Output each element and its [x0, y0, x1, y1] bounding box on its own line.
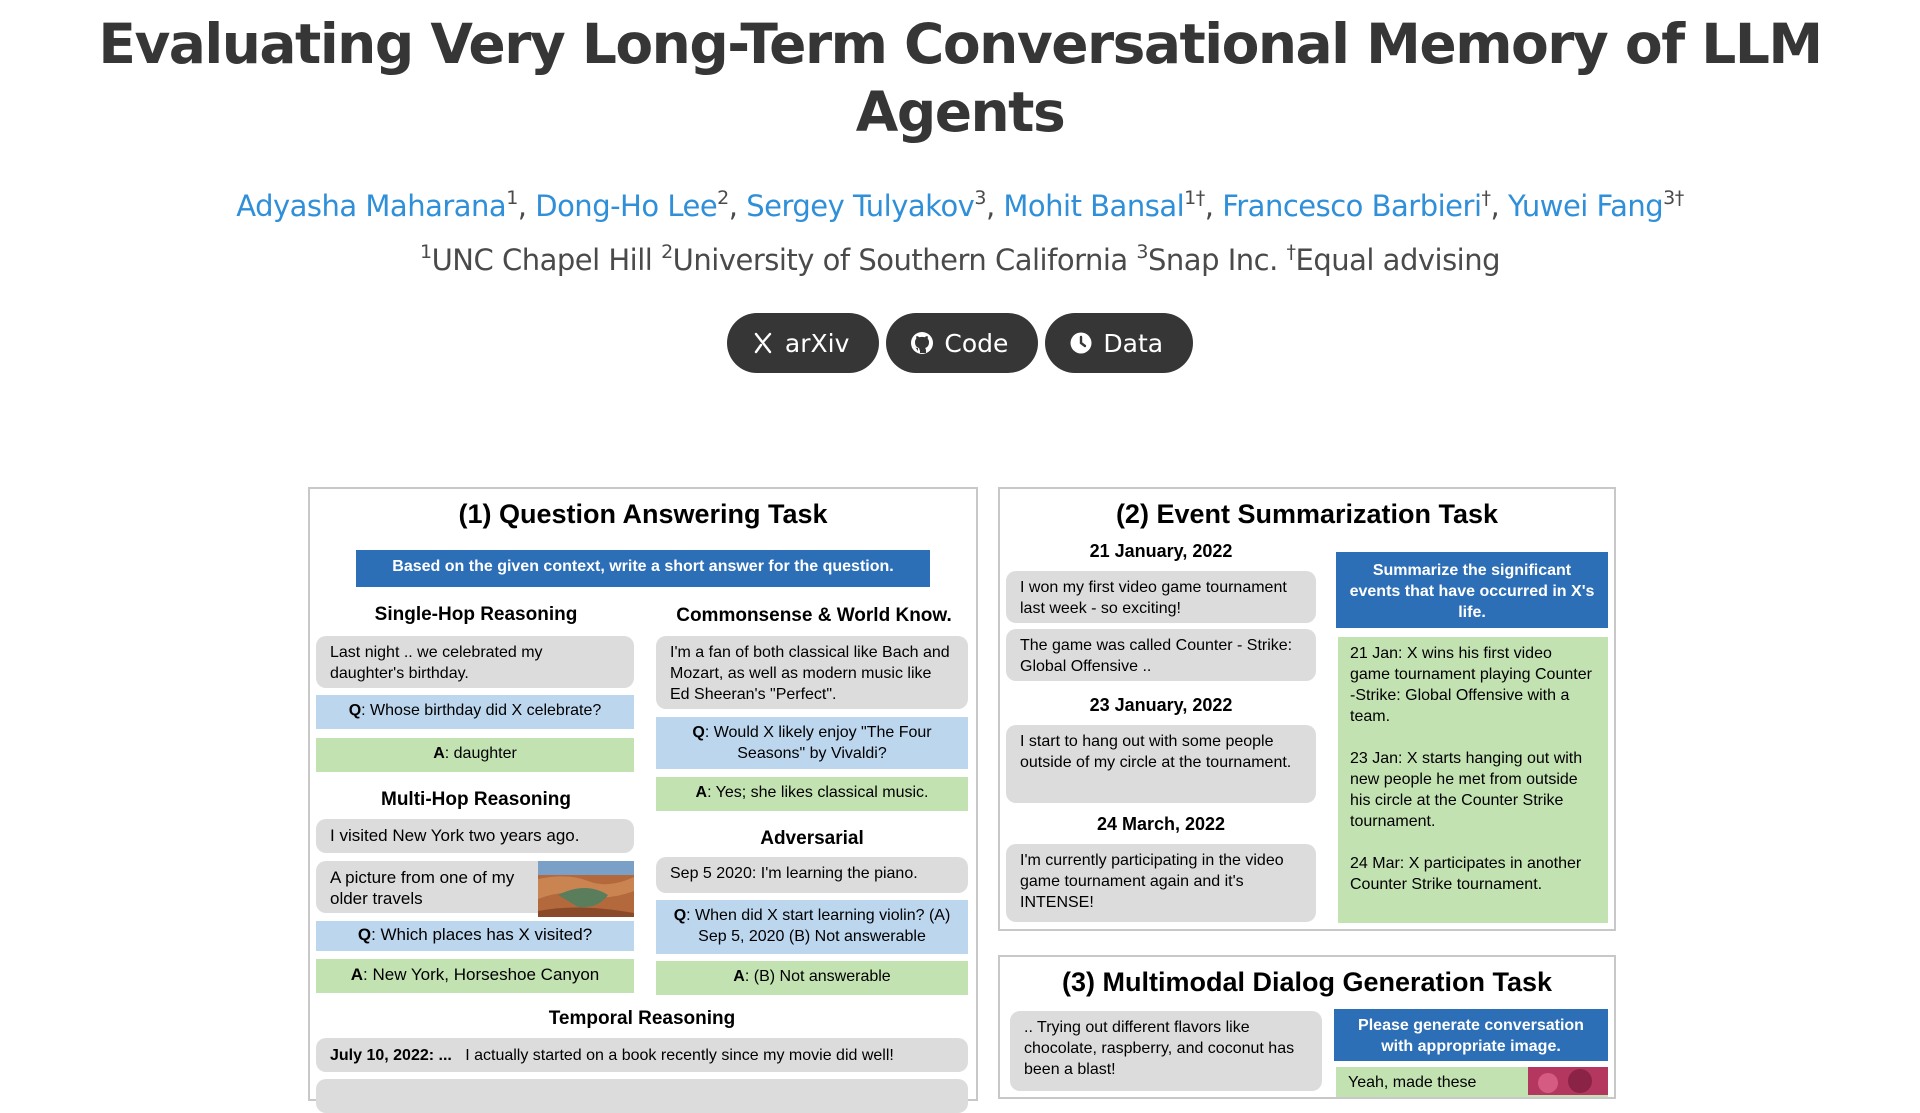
affiliation: UNC Chapel Hill [431, 243, 653, 277]
multi-hop-context-1: I visited New York two years ago. [316, 819, 634, 853]
multi-hop-context-2: A picture from one of my older travels [316, 861, 634, 913]
event-message-2: The game was called Counter - Strike: Global Offensive .. [1006, 629, 1316, 681]
code-button[interactable]: Code [886, 313, 1038, 373]
event-task-title: (2) Event Summarization Task [1115, 499, 1499, 529]
dialog-message-1: .. Trying out different flavors like chocolate, raspberry, and coconut has been a blast! [1010, 1011, 1322, 1091]
multi-hop-answer: A: New York, Horseshoe Canyon [316, 959, 634, 993]
author-list: Adyasha Maharana$^1$, Dong-Ho Lee$^2$, Sergey Tulyakov$^3$, Mohit Bansal$^{1\dagger}$, Francesco Barbieri†, Yuwei Fang$^{3\dagger}$ [236, 187, 1684, 223]
arxiv-icon [751, 331, 775, 355]
commonsense-heading: Commonsense & World Know. [676, 605, 952, 626]
event-message-1: I won my first video game tournament last week - so exciting! [1006, 571, 1316, 623]
author-link[interactable]: Adyasha Maharana [236, 189, 507, 223]
author-link[interactable]: Mohit Bansal [1003, 189, 1185, 223]
event-message-4: I'm currently participating in the video game tournament again and it's INTENSE! [1006, 844, 1316, 922]
temporal-context: July 10, 2022: ... I actually started on a book recently since my movie did well! [316, 1038, 968, 1072]
arxiv-button[interactable]: arXiv [727, 313, 879, 373]
temporal-heading: Temporal Reasoning [548, 1008, 736, 1029]
author-link[interactable]: Sergey Tulyakov [746, 189, 975, 223]
event-date-2: 23 January, 2022 [1089, 695, 1233, 715]
commonsense-answer: A: Yes; she likes classical music. [656, 777, 968, 811]
event-date-1: 21 January, 2022 [1089, 541, 1233, 561]
qa-instruction: Based on the given context, write a short answer for the question. [356, 550, 930, 587]
adversarial-context: Sep 5 2020: I'm learning the piano. [656, 857, 968, 893]
event-instruction: Summarize the significant events that have occurred in X's life. [1336, 552, 1608, 628]
single-hop-heading: Single-Hop Reasoning [374, 604, 578, 625]
dialog-message-2: Yeah, made these [1336, 1067, 1608, 1097]
event-date-3: 24 March, 2022 [1096, 814, 1226, 834]
github-icon [910, 331, 934, 355]
event-summary: 21 Jan: X wins his first video game tournament playing Counter -Strike: Global Offensive with a team. 23 Jan: X starts hanging out with new people he met from outside his circle at the Counter Strike tournament. 24 Mar: X participates in another Counter Strike tournament. [1338, 637, 1608, 923]
affiliations: $^1$UNC Chapel Hill $^2$University of Southern California $^3$Snap Inc. †Equal advising [419, 241, 1501, 277]
qa-task-title: (1) Question Answering Task [458, 499, 828, 529]
author-link[interactable]: Francesco Barbieri [1222, 189, 1482, 223]
clock-icon [1069, 331, 1093, 355]
adversarial-answer: A: (B) Not answerable [656, 961, 968, 995]
temporal-context-2 [316, 1079, 968, 1113]
dessert-photo [1528, 1067, 1608, 1095]
adversarial-heading: Adversarial [760, 828, 864, 849]
author-link[interactable]: Yuwei Fang [1507, 189, 1664, 223]
dialog-generation-panel [998, 955, 1616, 1099]
single-hop-context: Last night .. we celebrated my daughter's birthday. [316, 636, 634, 688]
dialog-task-title: (3) Multimodal Dialog Generation Task [1061, 967, 1553, 997]
single-hop-question: Q: Whose birthday did X celebrate? [316, 695, 634, 729]
adversarial-question: Q: When did X start learning violin? (A) Sep 5, 2020 (B) Not answerable [656, 900, 968, 954]
multi-hop-question: Q: Which places has X visited? [316, 921, 634, 951]
affiliation: University of Southern California [672, 243, 1128, 277]
single-hop-answer: A: daughter [316, 738, 634, 772]
link-buttons [0, 313, 1920, 373]
canyon-photo [538, 861, 634, 917]
affiliation: Equal advising [1295, 243, 1501, 277]
commonsense-context: I'm a fan of both classical like Bach and Mozart, as well as modern music like Ed Sheeran's "Perfect". [656, 636, 968, 709]
page-title: Evaluating Very Long-Term Conversational Memory of LLM Agents [98, 12, 1822, 144]
dialog-instruction: Please generate conversation with appropriate image. [1334, 1009, 1608, 1061]
affiliation: Snap Inc. [1148, 243, 1278, 277]
commonsense-question: Q: Would X likely enjoy "The Four Seasons" by Vivaldi? [656, 717, 968, 769]
multi-hop-heading: Multi-Hop Reasoning [381, 789, 571, 810]
data-button[interactable]: Data [1045, 313, 1193, 373]
event-message-3: I start to hang out with some people outside of my circle at the tournament. [1006, 725, 1316, 803]
author-link[interactable]: Dong-Ho Lee [535, 189, 718, 223]
event-summary-panel [998, 487, 1616, 931]
qa-task-panel [308, 487, 978, 1101]
